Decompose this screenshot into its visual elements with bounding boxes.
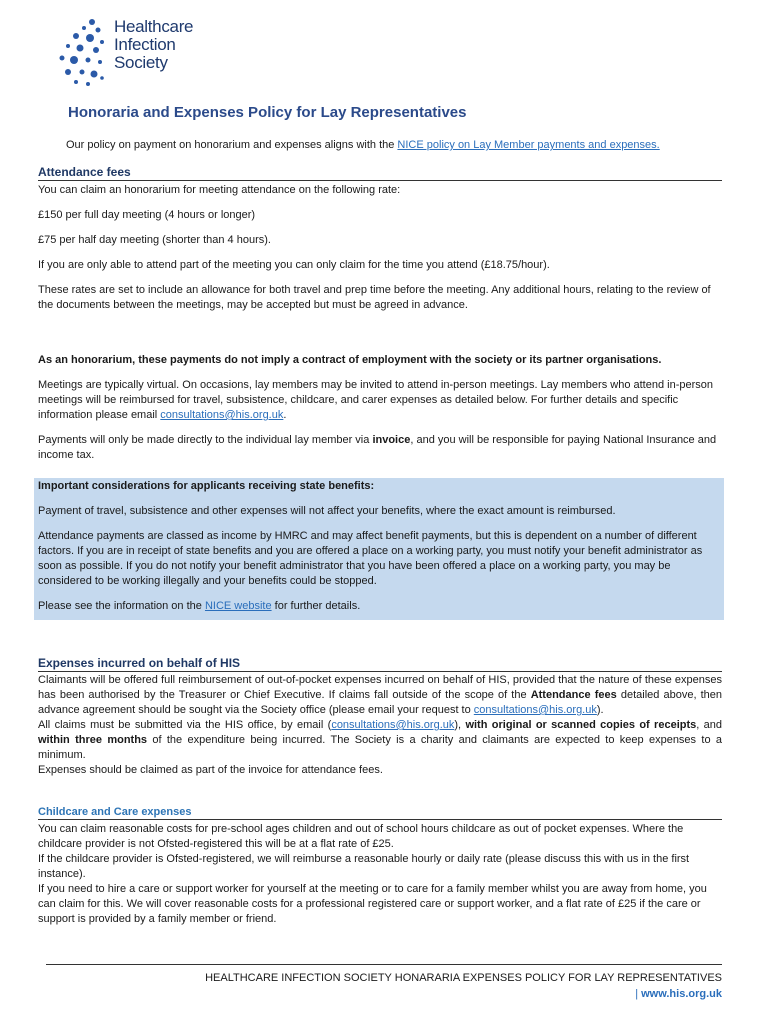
his-logo: [54, 16, 214, 88]
childcare-section: [38, 806, 722, 927]
invoice-bold: invoice: [372, 434, 411, 446]
page-title: Honoraria and Expenses Policy for Lay Representatives: [68, 104, 467, 121]
footer-url-link[interactable]: www.his.org.uk: [641, 988, 722, 1000]
expenses-heading: Expenses incurred on behalf of HIS: [38, 656, 722, 672]
nice-policy-link[interactable]: NICE policy on Lay Member payments and expenses.: [397, 139, 660, 151]
benefits-section: [38, 479, 722, 624]
benefits-heading: Important considerations for applicants receiving state benefits:: [38, 480, 375, 492]
logo-dots-icon: [54, 16, 114, 88]
attendance-fees-bold: Attendance fees: [530, 689, 617, 701]
expenses-p1: [38, 673, 722, 718]
attendance-heading: Attendance fees: [38, 165, 722, 181]
expenses-p2a: All claims must be submitted via the HIS office, by email (: [38, 719, 332, 731]
attendance-rates-note: These rates are set to include an allowance for both travel and prep time before the meeting. Any additional hours, relating to the review of the documents between the meetings, may be accepted but must be agreed in advance.: [38, 284, 711, 311]
expenses-email-link[interactable]: consultations@his.org.uk: [473, 704, 597, 716]
payments-text-c: , and you will be responsible for paying National Insurance and income tax.: [38, 434, 717, 461]
receipts-bold: with original or scanned copies of receipts: [465, 719, 697, 731]
attendance-half-day: £75 per half day meeting (shorter than 4 hours).: [38, 234, 271, 246]
footer-title: HEALTHCARE INFECTION SOCIETY HONARARIA EXPENSES POLICY FOR LAY REPRESENTATIVES: [205, 972, 722, 984]
intro-label: Our policy on payment on honorarium and expenses aligns with the: [66, 139, 398, 151]
expenses-p3: Expenses should be claimed as part of the invoice for attendance fees.: [38, 764, 383, 776]
benefits-p3: [38, 599, 722, 614]
meetings-paragraph: Meetings are typically virtual. On occasions, lay members may be invited to attend in-person meetings. Lay members who attend in-person meetings will be reimbursed for travel, subsistence, childcare, and carer expenses as detailed below. For further details and specific information please email consultations@his.org.uk.: [38, 379, 713, 421]
attendance-p1: You can claim an honorarium for meeting attendance on the following rate:: [38, 184, 401, 196]
expenses-p1d: ).: [596, 704, 604, 716]
logo-text: [114, 18, 193, 72]
expenses-email-link-2[interactable]: consultations@his.org.uk: [331, 719, 455, 731]
childcare-p1: You can claim reasonable costs for pre-school ages children and out of school hours childcare as out of pocket expenses. Where the childcare provider is not Ofsted-registered this will be at a flat rate of £25.: [38, 823, 684, 850]
benefits-p3b: for further details.: [271, 600, 361, 612]
logo-line: Infection: [114, 35, 176, 54]
childcare-p3: If you need to hire a care or support worker for yourself at the meeting or to care for a family member whilst you are away from home, you can claim for this. We will cover reasonable costs for a professional registered care or support worker, and a flat rate of £25 if the care or support is provided by a family member or friend.: [38, 883, 707, 925]
logo-line: Society: [114, 53, 168, 72]
benefits-p2: Attendance payments are classed as income by HMRC and may affect benefit payments, but this is dependent on a number of different factors. If you are in receipt of state benefits and you are offered a place on a working party, you must notify your benefit administrator as soon as possible. If you do not notify your benefit administrator that you have been offered a place on a working party, you may be considered to be working illegally and your benefits could be stopped.: [38, 530, 703, 587]
intro-text: [66, 139, 660, 151]
childcare-p2: If the childcare provider is Ofsted-registered, we will reimburse a reasonable hourly or daily rate (please discuss this with us in the first instance).: [38, 853, 690, 880]
email-link[interactable]: consultations@his.org.uk: [160, 409, 284, 421]
payments-text-a: Payments will only be made directly to the individual lay member via: [38, 434, 373, 446]
employment-section: [38, 353, 722, 473]
footer-url-line: [205, 986, 722, 1002]
meetings-text: Meetings are typically virtual. On occasions, lay members may be invited to attend in-person meetings. Lay members who attend in-person meetings will be reimbursed for travel, subsistence, childcare, and carer expenses as detailed below. For further details and specific information please email: [38, 379, 713, 421]
expenses-section: [38, 656, 722, 778]
benefits-p1: Payment of travel, subsistence and other expenses will not affect your benefits, where the exact amount is reimbursed.: [38, 505, 616, 517]
three-months-bold: within three months: [38, 734, 148, 746]
attendance-section: [38, 165, 722, 323]
footer-sep: |: [635, 988, 642, 1000]
expenses-p1a: Claimants will be offered full reimbursement of out-of-pocket expenses incurred on behalf of HIS, provided that the nature of these expenses has been authorised by the Treasurer or Chief Executive. If claims fall outside of the scope of the: [38, 674, 722, 701]
footer: [205, 970, 722, 1002]
employment-statement: As an honorarium, these payments do not imply a contract of employment with the society or its partner organisations.: [38, 354, 662, 366]
attendance-full-day: £150 per full day meeting (4 hours or longer): [38, 209, 256, 221]
expenses-p1c: detailed above, then advance agreement should be sought via the Society office (please email your request to: [38, 689, 723, 716]
nice-website-link[interactable]: NICE website: [204, 600, 272, 612]
logo-line: Healthcare: [114, 17, 194, 36]
benefits-p3a: Please see the information on the: [38, 600, 205, 612]
expenses-p2d: of the expenditure being incurred. The Society is a charity and claimants are expected to keep expenses to a minimum.: [38, 734, 723, 761]
payments-paragraph: [38, 433, 722, 463]
attendance-partial: If you are only able to attend part of the meeting you can only claim for the time you attend (£18.75/hour).: [38, 259, 550, 271]
footer-divider: [46, 964, 722, 965]
expenses-p2: [38, 718, 722, 763]
expenses-p2b: ),: [454, 719, 466, 731]
expenses-p2c: , and: [696, 719, 722, 731]
childcare-heading: Childcare and Care expenses: [38, 806, 722, 820]
